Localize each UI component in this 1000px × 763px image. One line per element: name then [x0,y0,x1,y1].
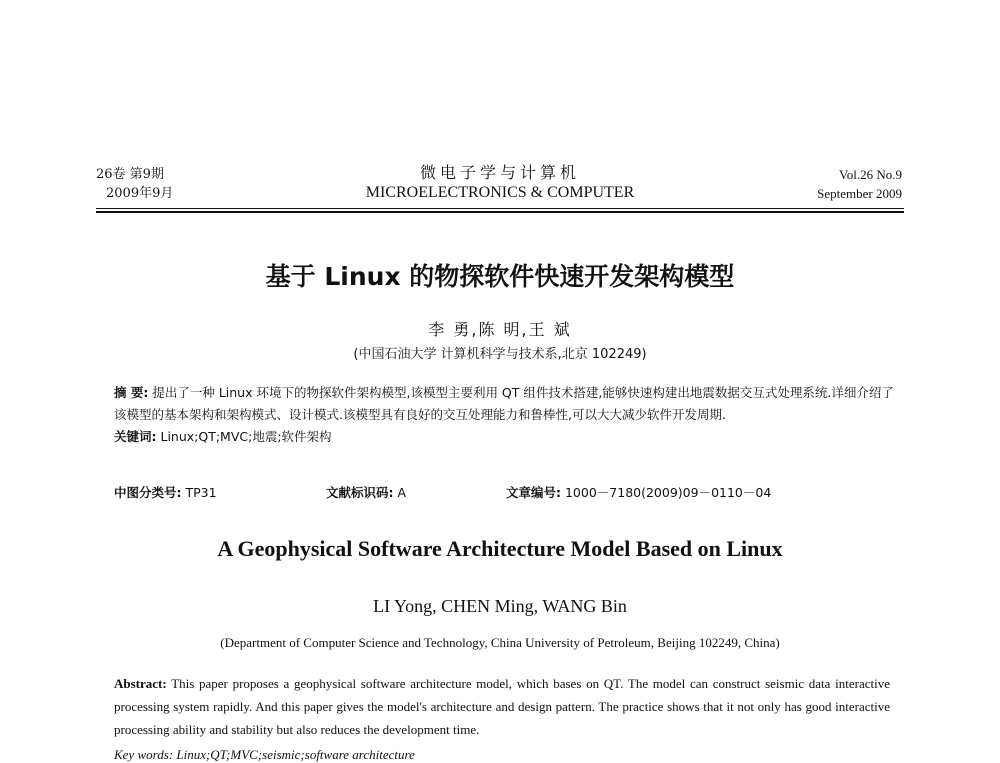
affiliation-cn: (中国石油大学 计算机科学与技术系,北京 102249) [353,347,647,362]
authors-en: LI Yong, CHEN Ming, WANG Bin [373,596,627,616]
keywords-en: Key words: Linux;QT;MVC;seismic;software architecture [114,747,415,762]
volume-cn: 26卷 第9期 [96,167,164,182]
clc-number [114,483,217,501]
clc-value: TP31 [185,485,217,500]
document-code-label: 文献标识码: [326,485,394,500]
keywords-text-cn: Linux;QT;MVC;地震;软件架构 [160,429,332,444]
abstract-en [114,672,890,741]
abstract-block-cn [114,382,896,448]
keywords-cn [114,426,896,448]
date-en: September 2009 [817,186,902,201]
abstract-text-en: This paper proposes a geophysical software architecture model, which bases on QT. The model can construct seismic data interactive processing system rapidly. And this paper gives the model's architecture and design pattern. The practice shows that it not only has good interactive processing ability and stability but also reduces the development time. [114,676,891,737]
abstract-label-cn: 摘 要: [114,385,149,400]
abstract-text-cn: 提出了一种 Linux 环境下的物探软件架构模型,该模型主要利用 QT 组件技术搭建,能够快速构建出地震数据交互式处理系统.详细介绍了该模型的基本架构和架构模式、设计模式.该模型具有良好的交互处理能力和鲁棒性,可以大大减少软件开发周期. [114,385,894,422]
article-number-label: 文章编号: [506,485,561,500]
header-rule-thin [96,208,904,209]
document-code-value: A [397,485,407,500]
volume-en: Vol.26 No.9 [839,167,902,182]
affiliation-en: (Department of Computer Science and Technology, China University of Petroleum, Beijing 102249, China) [220,635,780,650]
journal-name-en: MICROELECTRONICS & COMPUTER [365,184,635,201]
clc-label: 中图分类号: [114,485,182,500]
article-number [506,483,771,501]
authors-cn: 李 勇,陈 明,王 斌 [428,320,572,339]
paper-title-cn: 基于 Linux 的物探软件快速开发架构模型 [265,262,735,291]
journal-name-cn: 微电子学与计算机 [419,163,580,182]
paper-title-en: A Geophysical Software Architecture Model Based on Linux [217,536,783,561]
journal-issue-en [817,165,902,203]
abstract-label-en: Abstract: [114,676,167,691]
header-rule-thick [96,211,904,213]
keywords-label-cn: 关键词: [114,429,157,444]
date-cn: 2009年9月 [106,186,174,201]
article-number-value: 1000－7180(2009)09－0110－04 [564,485,772,500]
document-code [326,483,406,501]
abstract-cn [114,382,896,426]
